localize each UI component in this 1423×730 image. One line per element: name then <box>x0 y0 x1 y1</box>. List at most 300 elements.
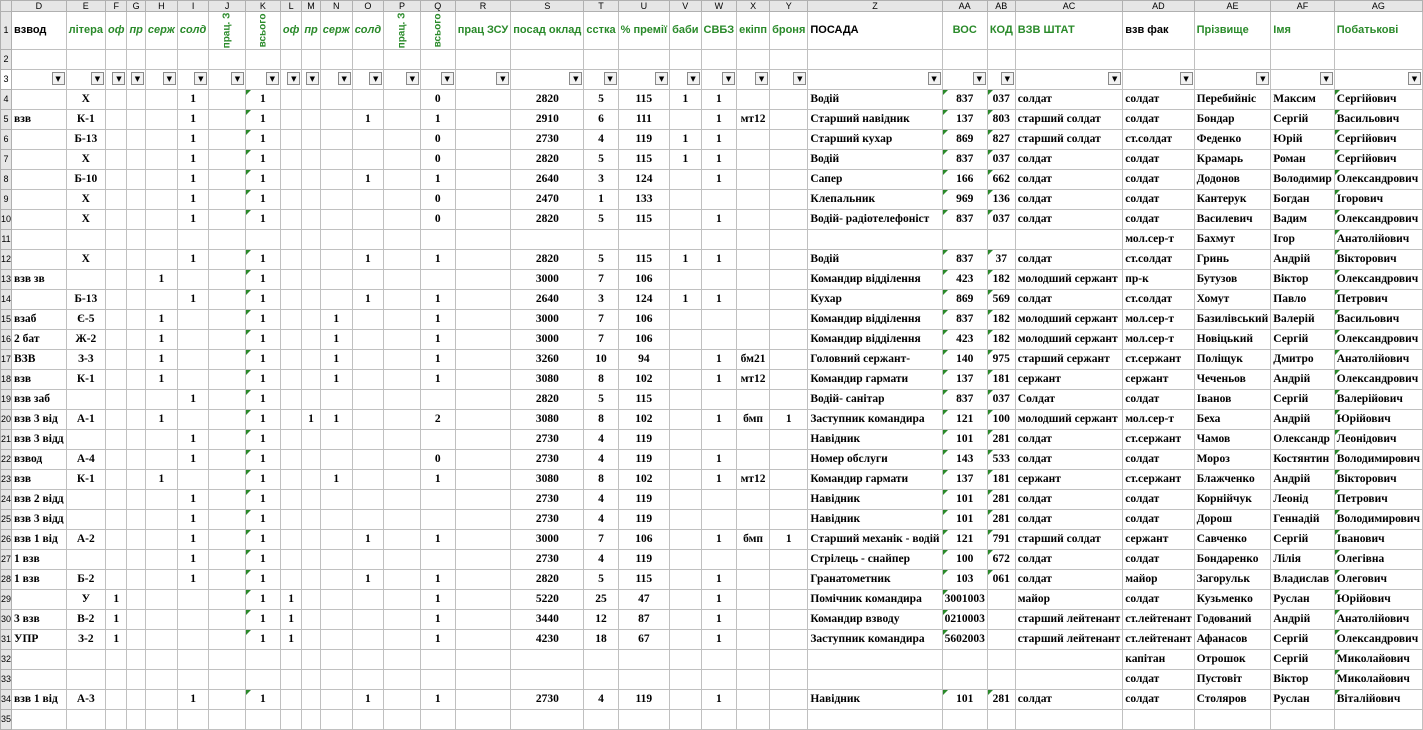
cell-ad[interactable]: ст.солдат <box>1123 290 1194 310</box>
cell-l[interactable]: 1 <box>280 630 301 650</box>
cell-d[interactable]: ВЗВ <box>12 350 67 370</box>
cell-r[interactable] <box>455 490 511 510</box>
cell-v[interactable] <box>670 350 701 370</box>
cell-h[interactable] <box>145 450 177 470</box>
column-letter-ad[interactable]: AD <box>1123 1 1194 12</box>
cell-f[interactable] <box>106 670 127 690</box>
cell-i[interactable] <box>177 630 208 650</box>
cell-s[interactable]: 3080 <box>511 470 584 490</box>
cell-ac[interactable]: молодший сержант <box>1015 270 1122 290</box>
cell-ab[interactable] <box>987 670 1015 690</box>
cell-aa[interactable]: 121 <box>942 530 987 550</box>
cell-r[interactable] <box>455 370 511 390</box>
cell-p[interactable] <box>384 130 421 150</box>
cell-u[interactable]: 102 <box>618 470 669 490</box>
cell-t[interactable]: 3 <box>584 290 618 310</box>
cell-w[interactable]: 1 <box>701 250 737 270</box>
cell-w[interactable]: 1 <box>701 630 737 650</box>
filter-dropdown-icon[interactable]: ▼ <box>1320 72 1333 85</box>
cell-g[interactable] <box>127 430 145 450</box>
cell-s[interactable]: 2730 <box>511 510 584 530</box>
cell-k[interactable]: 1 <box>246 250 281 270</box>
cell-t[interactable]: 5 <box>584 210 618 230</box>
cell-v[interactable] <box>670 610 701 630</box>
cell-n[interactable] <box>320 230 352 250</box>
cell-ae[interactable]: Блажченко <box>1194 470 1271 490</box>
row-number[interactable]: 17 <box>1 350 12 370</box>
cell-u[interactable]: 119 <box>618 430 669 450</box>
cell-aa[interactable] <box>942 670 987 690</box>
filter-dropdown-icon[interactable]: ▼ <box>793 72 806 85</box>
cell-r[interactable] <box>455 610 511 630</box>
cell[interactable] <box>1334 50 1422 70</box>
cell-ag[interactable]: Володимирович <box>1334 450 1422 470</box>
cell-v[interactable] <box>670 210 701 230</box>
cell-r[interactable] <box>455 450 511 470</box>
cell-aa[interactable]: 121 <box>942 410 987 430</box>
cell-d[interactable] <box>12 150 67 170</box>
cell-ad[interactable]: мол.сер-т <box>1123 230 1194 250</box>
cell-y[interactable] <box>770 490 808 510</box>
cell-q[interactable]: 0 <box>420 90 455 110</box>
cell-ab[interactable]: 100 <box>987 410 1015 430</box>
cell-af[interactable]: Сергій <box>1271 390 1334 410</box>
cell[interactable] <box>987 50 1015 70</box>
cell-ag[interactable]: Юрійович <box>1334 590 1422 610</box>
cell-e[interactable] <box>66 550 105 570</box>
cell-e[interactable]: Є-5 <box>66 310 105 330</box>
cell-s[interactable]: 2730 <box>511 550 584 570</box>
cell-n[interactable] <box>320 130 352 150</box>
cell[interactable] <box>1271 50 1334 70</box>
cell-k[interactable]: 1 <box>246 110 281 130</box>
cell-s[interactable]: 2640 <box>511 290 584 310</box>
cell-e[interactable]: Б-13 <box>66 290 105 310</box>
cell-s[interactable]: 2730 <box>511 450 584 470</box>
cell-w[interactable] <box>701 650 737 670</box>
row-number[interactable]: 27 <box>1 550 12 570</box>
cell-u[interactable]: 115 <box>618 390 669 410</box>
cell-o[interactable] <box>352 450 383 470</box>
cell-j[interactable] <box>209 130 246 150</box>
cell-z[interactable]: Гранатометник <box>808 570 942 590</box>
cell-u[interactable]: 106 <box>618 310 669 330</box>
cell-ad[interactable]: майор <box>1123 570 1194 590</box>
cell-ad[interactable]: солдат <box>1123 490 1194 510</box>
cell-v[interactable] <box>670 530 701 550</box>
cell-ac[interactable]: молодший сержант <box>1015 310 1122 330</box>
cell-j[interactable] <box>209 150 246 170</box>
cell-x[interactable] <box>737 570 770 590</box>
cell-p[interactable] <box>384 470 421 490</box>
cell-af[interactable]: Володимир <box>1271 170 1334 190</box>
cell-ae[interactable]: Базилівський <box>1194 310 1271 330</box>
cell-e[interactable]: Б-2 <box>66 570 105 590</box>
cell-ag[interactable] <box>1334 710 1422 730</box>
cell-u[interactable]: 111 <box>618 110 669 130</box>
cell-k[interactable]: 1 <box>246 330 281 350</box>
row-number[interactable]: 25 <box>1 510 12 530</box>
cell-k[interactable]: 1 <box>246 510 281 530</box>
cell-o[interactable] <box>352 510 383 530</box>
cell-t[interactable]: 10 <box>584 350 618 370</box>
cell-e[interactable]: В-2 <box>66 610 105 630</box>
cell-aa[interactable]: 423 <box>942 270 987 290</box>
cell-ad[interactable]: солдат <box>1123 170 1194 190</box>
cell-g[interactable] <box>127 470 145 490</box>
cell-g[interactable] <box>127 310 145 330</box>
cell-p[interactable] <box>384 230 421 250</box>
cell-y[interactable] <box>770 610 808 630</box>
cell-s[interactable]: 2730 <box>511 430 584 450</box>
cell-j[interactable] <box>209 690 246 710</box>
cell-s[interactable]: 2730 <box>511 690 584 710</box>
cell-h[interactable] <box>145 290 177 310</box>
cell-r[interactable] <box>455 90 511 110</box>
column-letter-o[interactable]: O <box>352 1 383 12</box>
cell-j[interactable] <box>209 350 246 370</box>
cell-f[interactable] <box>106 550 127 570</box>
filter-dropdown-icon[interactable]: ▼ <box>338 72 351 85</box>
cell-r[interactable] <box>455 710 511 730</box>
cell-ad[interactable]: ст.сержант <box>1123 470 1194 490</box>
cell-n[interactable] <box>320 90 352 110</box>
row-number[interactable]: 29 <box>1 590 12 610</box>
cell-s[interactable]: 2820 <box>511 570 584 590</box>
cell-o[interactable] <box>352 610 383 630</box>
cell-ad[interactable]: мол.сер-т <box>1123 410 1194 430</box>
cell-t[interactable]: 7 <box>584 310 618 330</box>
row-number[interactable]: 32 <box>1 650 12 670</box>
cell-w[interactable]: 1 <box>701 370 737 390</box>
cell-p[interactable] <box>384 110 421 130</box>
row-number[interactable]: 9 <box>1 190 12 210</box>
cell-d[interactable] <box>12 590 67 610</box>
column-letter-h[interactable]: H <box>145 1 177 12</box>
cell-q[interactable]: 1 <box>420 530 455 550</box>
cell-j[interactable] <box>209 330 246 350</box>
cell-e[interactable] <box>66 270 105 290</box>
cell-x[interactable]: бмп <box>737 410 770 430</box>
row-number[interactable]: 11 <box>1 230 12 250</box>
cell-n[interactable]: 1 <box>320 470 352 490</box>
cell-m[interactable] <box>302 530 320 550</box>
cell[interactable] <box>808 50 942 70</box>
cell[interactable] <box>280 50 301 70</box>
cell-f[interactable] <box>106 570 127 590</box>
cell-l[interactable] <box>280 330 301 350</box>
cell-ab[interactable]: 181 <box>987 370 1015 390</box>
cell-m[interactable] <box>302 450 320 470</box>
cell-u[interactable] <box>618 710 669 730</box>
cell-u[interactable]: 124 <box>618 170 669 190</box>
cell-af[interactable]: Костянтин <box>1271 450 1334 470</box>
cell-o[interactable] <box>352 210 383 230</box>
cell-af[interactable]: Сергій <box>1271 650 1334 670</box>
cell-ae[interactable]: Іванов <box>1194 390 1271 410</box>
cell-h[interactable]: 1 <box>145 270 177 290</box>
cell-ab[interactable]: 791 <box>987 530 1015 550</box>
filter-dropdown-icon[interactable]: ▼ <box>755 72 768 85</box>
row-number[interactable]: 6 <box>1 130 12 150</box>
cell-p[interactable] <box>384 170 421 190</box>
cell-ad[interactable]: солдат <box>1123 190 1194 210</box>
cell-n[interactable]: 1 <box>320 330 352 350</box>
cell-d[interactable]: взв 1 від <box>12 530 67 550</box>
cell-h[interactable] <box>145 670 177 690</box>
column-letter-g[interactable]: G <box>127 1 145 12</box>
cell-x[interactable] <box>737 490 770 510</box>
cell-v[interactable] <box>670 650 701 670</box>
cell-i[interactable]: 1 <box>177 290 208 310</box>
cell-af[interactable]: Вадим <box>1271 210 1334 230</box>
cell-r[interactable] <box>455 210 511 230</box>
cell-i[interactable]: 1 <box>177 570 208 590</box>
cell-ac[interactable]: старший лейтенант <box>1015 630 1122 650</box>
filter-dropdown-icon[interactable]: ▼ <box>52 72 65 85</box>
cell-x[interactable] <box>737 630 770 650</box>
cell-z[interactable]: Навідник <box>808 490 942 510</box>
cell-aa[interactable]: 5602003 <box>942 630 987 650</box>
cell-s[interactable]: 2730 <box>511 130 584 150</box>
cell-h[interactable]: 1 <box>145 470 177 490</box>
column-letter-i[interactable]: I <box>177 1 208 12</box>
cell-ag[interactable]: Олександрович <box>1334 210 1422 230</box>
cell-m[interactable] <box>302 650 320 670</box>
cell-q[interactable]: 1 <box>420 170 455 190</box>
cell-n[interactable] <box>320 430 352 450</box>
cell-e[interactable]: А-4 <box>66 450 105 470</box>
cell-x[interactable] <box>737 550 770 570</box>
cell-x[interactable] <box>737 190 770 210</box>
cell-ab[interactable]: 827 <box>987 130 1015 150</box>
cell-i[interactable] <box>177 310 208 330</box>
cell-ac[interactable]: старший солдат <box>1015 130 1122 150</box>
cell-ag[interactable]: Леонідович <box>1334 430 1422 450</box>
cell-d[interactable]: взв 3 від <box>12 410 67 430</box>
cell-i[interactable]: 1 <box>177 530 208 550</box>
cell-s[interactable]: 3000 <box>511 530 584 550</box>
cell-f[interactable] <box>106 190 127 210</box>
cell-ae[interactable]: Бутузов <box>1194 270 1271 290</box>
row-number[interactable]: 7 <box>1 150 12 170</box>
cell-j[interactable] <box>209 510 246 530</box>
cell-r[interactable] <box>455 650 511 670</box>
cell-m[interactable] <box>302 570 320 590</box>
cell-s[interactable]: 2470 <box>511 190 584 210</box>
cell-t[interactable]: 7 <box>584 270 618 290</box>
cell-ag[interactable]: Сергійович <box>1334 90 1422 110</box>
cell-r[interactable] <box>455 390 511 410</box>
cell[interactable] <box>106 50 127 70</box>
cell-ac[interactable]: солдат <box>1015 690 1122 710</box>
cell-n[interactable]: 1 <box>320 370 352 390</box>
cell-w[interactable] <box>701 270 737 290</box>
cell-w[interactable] <box>701 670 737 690</box>
cell-q[interactable]: 1 <box>420 250 455 270</box>
cell-v[interactable] <box>670 510 701 530</box>
cell-q[interactable]: 1 <box>420 350 455 370</box>
cell-y[interactable] <box>770 710 808 730</box>
cell-w[interactable] <box>701 510 737 530</box>
cell-x[interactable]: мт12 <box>737 470 770 490</box>
cell-ac[interactable]: старший солдат <box>1015 110 1122 130</box>
cell-r[interactable] <box>455 470 511 490</box>
cell-s[interactable]: 2820 <box>511 210 584 230</box>
cell-m[interactable] <box>302 90 320 110</box>
cell-p[interactable] <box>384 330 421 350</box>
cell-y[interactable] <box>770 670 808 690</box>
cell-k[interactable] <box>246 670 281 690</box>
cell-p[interactable] <box>384 290 421 310</box>
cell-v[interactable] <box>670 570 701 590</box>
cell-z[interactable]: Навідник <box>808 690 942 710</box>
filter-dropdown-icon[interactable]: ▼ <box>287 72 300 85</box>
cell-m[interactable] <box>302 590 320 610</box>
cell-o[interactable] <box>352 670 383 690</box>
cell-u[interactable]: 115 <box>618 250 669 270</box>
cell[interactable] <box>455 50 511 70</box>
cell-o[interactable]: 1 <box>352 530 383 550</box>
column-letter-z[interactable]: Z <box>808 1 942 12</box>
row-number[interactable]: 1 <box>1 12 12 50</box>
cell-n[interactable] <box>320 610 352 630</box>
cell-l[interactable] <box>280 510 301 530</box>
cell-ag[interactable]: Віталійович <box>1334 690 1422 710</box>
cell-f[interactable] <box>106 130 127 150</box>
cell-l[interactable] <box>280 370 301 390</box>
cell-j[interactable] <box>209 610 246 630</box>
cell-r[interactable] <box>455 510 511 530</box>
cell-e[interactable] <box>66 390 105 410</box>
cell-aa[interactable]: 101 <box>942 490 987 510</box>
cell-ac[interactable]: солдат <box>1015 510 1122 530</box>
cell-l[interactable] <box>280 490 301 510</box>
cell-aa[interactable]: 103 <box>942 570 987 590</box>
cell-r[interactable] <box>455 430 511 450</box>
cell-m[interactable] <box>302 610 320 630</box>
cell-q[interactable] <box>420 670 455 690</box>
cell-v[interactable] <box>670 490 701 510</box>
cell-w[interactable]: 1 <box>701 610 737 630</box>
cell-y[interactable] <box>770 90 808 110</box>
cell-h[interactable] <box>145 590 177 610</box>
cell-ab[interactable]: 181 <box>987 470 1015 490</box>
cell-g[interactable] <box>127 530 145 550</box>
cell-ad[interactable] <box>1123 710 1194 730</box>
cell-r[interactable] <box>455 250 511 270</box>
cell-u[interactable]: 115 <box>618 570 669 590</box>
cell[interactable] <box>384 50 421 70</box>
cell-ag[interactable]: Миколайович <box>1334 670 1422 690</box>
filter-dropdown-icon[interactable]: ▼ <box>604 72 617 85</box>
cell-p[interactable] <box>384 430 421 450</box>
cell-d[interactable]: взв <box>12 470 67 490</box>
cell-aa[interactable]: 869 <box>942 290 987 310</box>
cell-i[interactable]: 1 <box>177 150 208 170</box>
cell-y[interactable] <box>770 150 808 170</box>
cell[interactable] <box>127 50 145 70</box>
cell-d[interactable]: взв <box>12 110 67 130</box>
cell-i[interactable] <box>177 670 208 690</box>
cell-j[interactable] <box>209 110 246 130</box>
cell-f[interactable]: 1 <box>106 610 127 630</box>
cell-aa[interactable]: 140 <box>942 350 987 370</box>
cell-q[interactable] <box>420 230 455 250</box>
cell-t[interactable]: 12 <box>584 610 618 630</box>
cell-u[interactable] <box>618 670 669 690</box>
cell-w[interactable]: 1 <box>701 90 737 110</box>
cell-f[interactable] <box>106 230 127 250</box>
cell-j[interactable] <box>209 630 246 650</box>
cell-k[interactable]: 1 <box>246 570 281 590</box>
cell-t[interactable]: 5 <box>584 570 618 590</box>
cell-v[interactable] <box>670 430 701 450</box>
cell-h[interactable] <box>145 510 177 530</box>
cell-g[interactable] <box>127 670 145 690</box>
cell-ab[interactable] <box>987 230 1015 250</box>
cell-f[interactable] <box>106 430 127 450</box>
cell-z[interactable]: Командир гармати <box>808 370 942 390</box>
cell-y[interactable] <box>770 270 808 290</box>
cell-n[interactable] <box>320 390 352 410</box>
cell-w[interactable]: 1 <box>701 530 737 550</box>
cell-k[interactable] <box>246 650 281 670</box>
cell-p[interactable] <box>384 210 421 230</box>
cell-j[interactable] <box>209 250 246 270</box>
filter-dropdown-icon[interactable]: ▼ <box>266 72 279 85</box>
cell-i[interactable]: 1 <box>177 170 208 190</box>
cell-g[interactable] <box>127 450 145 470</box>
cell-x[interactable] <box>737 650 770 670</box>
cell-af[interactable]: Андрій <box>1271 410 1334 430</box>
cell-i[interactable]: 1 <box>177 110 208 130</box>
cell-z[interactable]: Заступник командира <box>808 410 942 430</box>
cell-k[interactable]: 1 <box>246 610 281 630</box>
cell-n[interactable] <box>320 270 352 290</box>
cell-i[interactable]: 1 <box>177 190 208 210</box>
cell-ad[interactable]: ст.сержант <box>1123 350 1194 370</box>
cell-i[interactable]: 1 <box>177 250 208 270</box>
cell-t[interactable] <box>584 230 618 250</box>
cell-w[interactable]: 1 <box>701 150 737 170</box>
cell-ae[interactable]: Гринь <box>1194 250 1271 270</box>
cell-v[interactable] <box>670 190 701 210</box>
cell-k[interactable]: 1 <box>246 130 281 150</box>
cell-l[interactable] <box>280 470 301 490</box>
cell-ab[interactable]: 182 <box>987 310 1015 330</box>
cell-ac[interactable] <box>1015 710 1122 730</box>
cell-af[interactable] <box>1271 710 1334 730</box>
cell-g[interactable] <box>127 230 145 250</box>
cell-t[interactable]: 5 <box>584 150 618 170</box>
cell-w[interactable]: 1 <box>701 470 737 490</box>
cell-i[interactable]: 1 <box>177 210 208 230</box>
cell-s[interactable]: 3080 <box>511 370 584 390</box>
cell-s[interactable]: 2820 <box>511 250 584 270</box>
cell-n[interactable] <box>320 110 352 130</box>
cell-v[interactable]: 1 <box>670 90 701 110</box>
cell-y[interactable] <box>770 330 808 350</box>
cell-l[interactable] <box>280 290 301 310</box>
cell-d[interactable]: 1 взв <box>12 570 67 590</box>
cell-l[interactable] <box>280 670 301 690</box>
cell-h[interactable]: 1 <box>145 310 177 330</box>
cell-p[interactable] <box>384 590 421 610</box>
cell-af[interactable]: Руслан <box>1271 690 1334 710</box>
cell-aa[interactable]: 837 <box>942 390 987 410</box>
cell-y[interactable] <box>770 430 808 450</box>
